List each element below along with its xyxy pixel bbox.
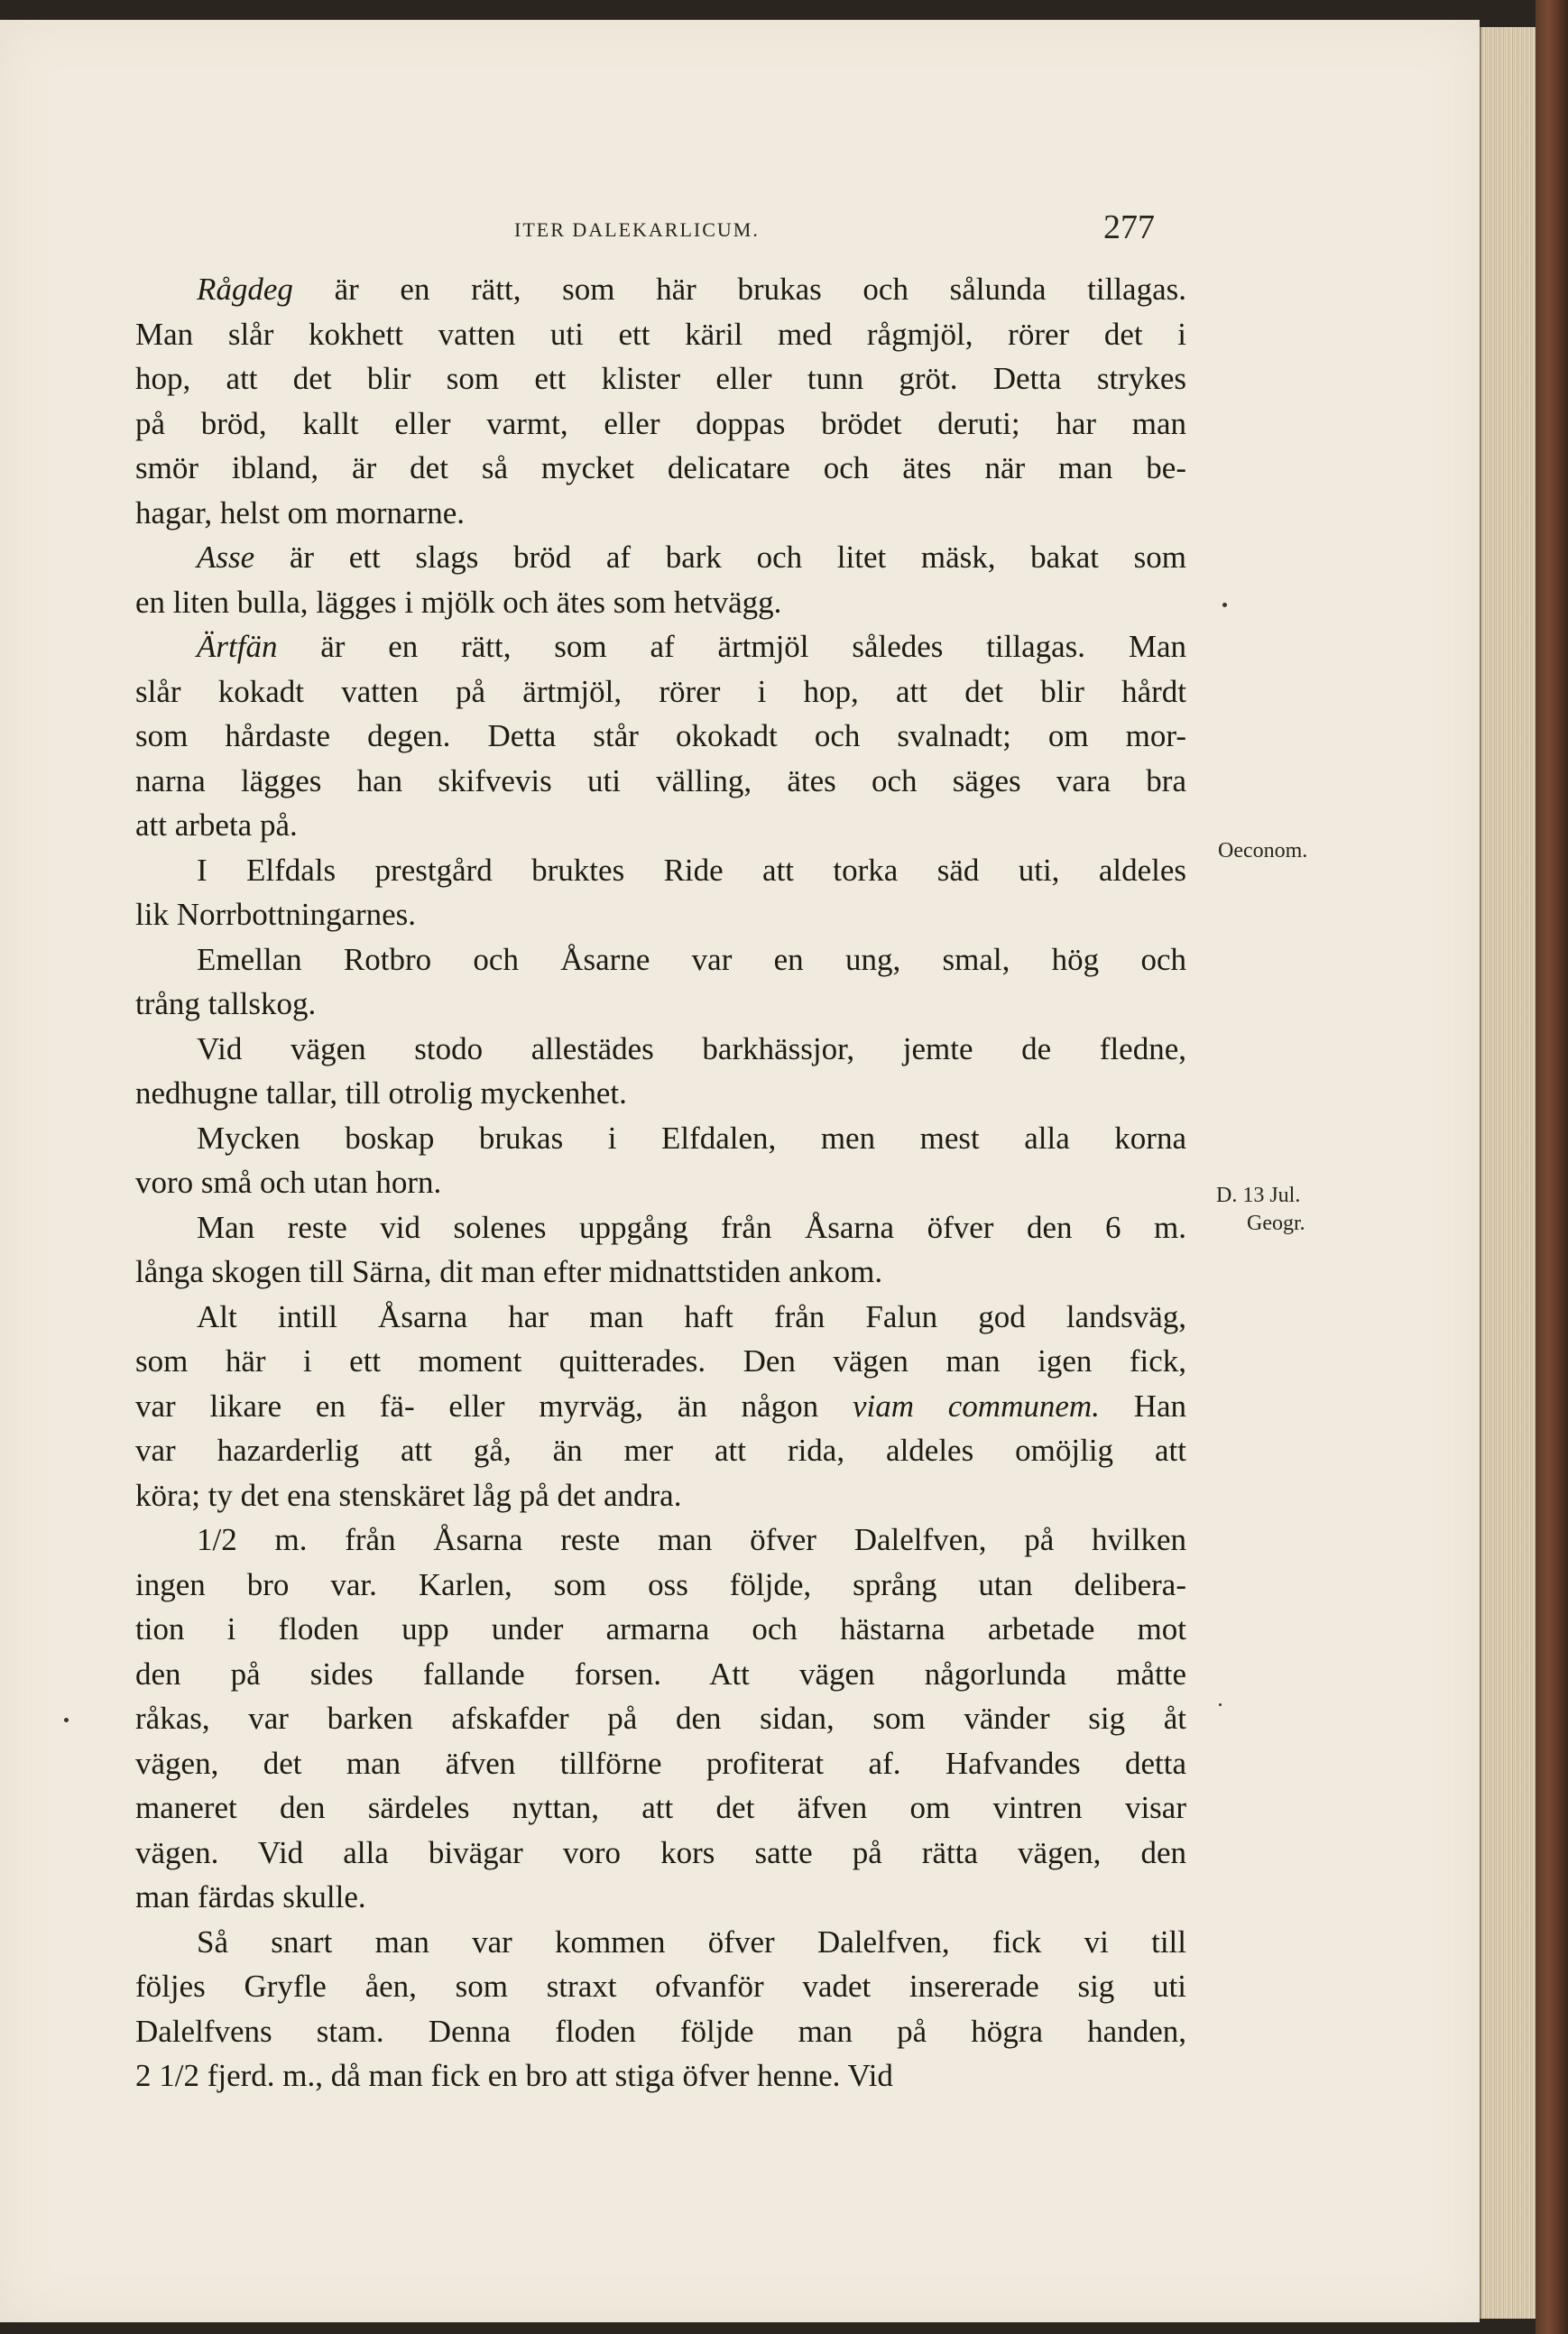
text-line-content: [197, 1295, 1186, 1340]
margin-note-geogr: Geogr.: [1247, 1212, 1305, 1235]
text-line-content: [135, 714, 1186, 759]
text-line-content: [135, 446, 1186, 491]
text-line: [135, 1339, 1186, 1384]
text-line: [135, 1920, 1186, 1965]
text-line-content: [197, 1920, 1186, 1965]
page-edges: [1480, 27, 1537, 2319]
text-line-content: [135, 585, 781, 620]
text-line-content: [135, 356, 1186, 401]
text-run: trång tallskog.: [135, 986, 317, 1021]
text-line-content: [197, 1027, 1186, 1072]
book-cover-edge: [1536, 0, 1568, 2334]
text-run: är en rätt, som af ärtmjöl således tillagas. Man: [277, 629, 1186, 664]
text-line: [135, 1384, 1186, 1429]
text-line-content: [197, 937, 1186, 982]
text-run: 2 1/2 fjerd. m., då man fick en bro att stiga öfver henne. Vid: [135, 2058, 893, 2093]
margin-note-date: D. 13 Jul.: [1216, 1184, 1301, 1207]
text-run: var hazarderlig att gå, än mer att rida, aldeles omöjlig att: [135, 1433, 1186, 1468]
text-line-content: [135, 312, 1186, 357]
text-line-content: [135, 1652, 1186, 1697]
text-run: hop, att det blir som ett klister eller tunn gröt. Detta strykes: [135, 361, 1186, 396]
text-line-content: [197, 1205, 1186, 1250]
text-line-content: [135, 2009, 1186, 2054]
margin-note-oeconom: Oeconom.: [1218, 839, 1308, 863]
text-run: Så snart man var kommen öfver Dalelfven, fick vi till: [197, 1923, 1186, 1960]
text-line: [135, 580, 1186, 625]
text-line: [135, 1785, 1186, 1831]
text-line: [135, 669, 1186, 715]
text-run: narna lägges han skifvevis uti välling, ätes och säges vara bra: [135, 762, 1186, 798]
text-line-content: [135, 669, 1186, 715]
text-line: [135, 1831, 1186, 1876]
text-run: Mycken boskap brukas i Elfdalen, men mest alla korna: [197, 1120, 1186, 1156]
text-line: [135, 937, 1186, 982]
text-line-content: [197, 535, 1186, 580]
text-line-content: [135, 401, 1186, 447]
text-line: [135, 1652, 1186, 1697]
text-run: som här i ett moment quitterades. Den vägen man igen fick,: [135, 1343, 1186, 1379]
text-line-content: [135, 1563, 1186, 1608]
text-line: [135, 2053, 1186, 2099]
text-run: Alt intill Åsarna har man haft från Falun god landsväg,: [197, 1298, 1186, 1334]
text-line: [135, 1160, 1186, 1205]
text-line: [135, 1116, 1186, 1161]
page-number: 277: [1103, 208, 1155, 246]
text-run: tion i floden upp under armarna och hästarna arbetade mot: [135, 1611, 1186, 1647]
text-line: [135, 1027, 1186, 1072]
text-run: voro små och utan horn.: [135, 1165, 442, 1200]
text-run: nedhugne tallar, till otrolig myckenhet.: [135, 1075, 627, 1111]
page-header: [135, 208, 1155, 253]
text-line-content: [135, 495, 465, 530]
text-line-content: [135, 1384, 1186, 1429]
text-line: [135, 1875, 1186, 1920]
text-run: råkas, var barken afskafder på den sidan, som vänder sig åt: [135, 1701, 1186, 1736]
text-line-content: [135, 1428, 1186, 1473]
text-line: [135, 848, 1186, 893]
text-line-content: [135, 986, 316, 1021]
text-line: [135, 624, 1186, 669]
text-line-content: [135, 2058, 893, 2093]
text-line-content: [197, 848, 1186, 893]
text-line: [135, 401, 1186, 447]
italic-term: Asse: [197, 540, 255, 575]
italic-term: Ärtfän: [197, 629, 278, 664]
text-run: hagar, helst om mornarne.: [135, 494, 466, 530]
text-run: man färdas skulle.: [135, 1879, 366, 1914]
text-run: köra; ty det ena stenskäret låg på det andra.: [135, 1477, 682, 1513]
text-line-content: [197, 267, 1186, 312]
text-line: [135, 892, 1186, 937]
text-line-content: [135, 1741, 1186, 1786]
text-run: är en rätt, som här brukas och sålunda tillagas.: [292, 272, 1186, 307]
text-line: [135, 1295, 1186, 1340]
text-run: Man slår kokhett vatten uti ett käril med rågmjöl, rörer det i: [135, 316, 1186, 352]
text-line: [135, 1741, 1186, 1786]
text-line-content: [197, 1116, 1186, 1161]
ink-speck: [1219, 1703, 1222, 1706]
text-line: [135, 1696, 1186, 1741]
italic-term: viam communem.: [852, 1388, 1100, 1424]
text-line: [135, 714, 1186, 759]
text-run: som hårdaste degen. Detta står okokadt och svalnadt; om mor-: [135, 718, 1186, 753]
text-line: [135, 1518, 1186, 1563]
text-run: följes Gryfle åen, som straxt ofvanför vadet insererade sig uti: [135, 1969, 1186, 2004]
text-line-content: [135, 1785, 1186, 1831]
text-run: vägen, det man äfven tillförne profiterat af. Hafvandes detta: [135, 1745, 1186, 1781]
text-line: [135, 356, 1186, 401]
text-line: [135, 2009, 1186, 2054]
text-line-content: [135, 807, 298, 843]
text-line-content: [197, 1518, 1186, 1563]
text-line-content: [135, 1478, 681, 1513]
text-line: [135, 803, 1186, 848]
text-run: vägen. Vid alla bivägar voro kors satte på rätta vägen, den: [135, 1834, 1186, 1870]
text-line: [135, 1964, 1186, 2009]
text-line-content: [135, 1165, 441, 1200]
running-head: ITER DALEKARLICUM.: [514, 218, 760, 241]
text-line: [135, 535, 1186, 580]
italic-term: Rågdeg: [197, 272, 293, 307]
text-line: [135, 1071, 1186, 1116]
text-line-content: [135, 1831, 1186, 1876]
text-run: Emellan Rotbro och Åsarne var en ung, smal, hög och: [197, 941, 1186, 977]
text-line-content: [135, 897, 416, 932]
body-text: [135, 267, 1186, 2099]
text-run: en liten bulla, lägges i mjölk och ätes som hetvägg.: [135, 584, 782, 620]
text-line-content: [135, 1607, 1186, 1652]
text-line-content: [135, 1254, 882, 1289]
text-run: långa skogen till Särna, dit man efter midnattstiden ankom.: [135, 1254, 883, 1289]
text-line: [135, 759, 1186, 804]
text-run: Vid vägen stodo allestädes barkhässjor, jemte de fledne,: [197, 1030, 1186, 1066]
text-line-content: [135, 1879, 366, 1914]
text-line-content: [197, 624, 1186, 669]
ink-speck: [64, 1718, 69, 1722]
text-line-content: [135, 759, 1186, 804]
text-line: [135, 1250, 1186, 1295]
text-run: maneret den särdeles nyttan, att det äfven om vintren visar: [135, 1790, 1186, 1825]
text-line-content: [135, 1696, 1186, 1741]
text-run: I Elfdals prestgård bruktes Ride att torka säd uti, aldeles: [197, 852, 1186, 888]
text-line: [135, 1205, 1186, 1250]
text-line: [135, 1563, 1186, 1608]
text-line-content: [135, 1339, 1186, 1384]
text-line: [135, 267, 1186, 312]
text-line: [135, 1473, 1186, 1518]
text-run: på bröd, kallt eller varmt, eller doppas brödet deruti; har man: [135, 405, 1186, 441]
text-line: [135, 446, 1186, 491]
text-run: Dalelfvens stam. Denna floden följde man på högra handen,: [135, 2013, 1186, 2049]
text-run: 1/2 m. från Åsarna reste man öfver Dalelfven, på hvilken: [197, 1522, 1186, 1557]
text-line: [135, 312, 1186, 357]
text-run: lik Norrbottningarnes.: [135, 897, 417, 932]
text-line: [135, 491, 1186, 536]
text-run: är ett slags bröd af bark och litet mäsk, bakat som: [254, 540, 1186, 575]
text-run: smör ibland, är det så mycket delicatare och ätes när man be-: [135, 450, 1186, 485]
text-run: den på sides fallande forsen. Att vägen någorlunda måtte: [135, 1656, 1186, 1692]
text-run: Han: [1099, 1388, 1187, 1424]
text-line: [135, 982, 1186, 1027]
text-line-content: [135, 1075, 627, 1111]
text-run: att arbeta på.: [135, 807, 298, 843]
text-line: [135, 1607, 1186, 1652]
ink-speck: [1222, 603, 1227, 607]
text-run: var likare en fä- eller myrväg, än någon: [135, 1388, 853, 1424]
text-run: ingen bro var. Karlen, som oss följde, språng utan delibera-: [135, 1566, 1186, 1602]
text-line: [135, 1428, 1186, 1473]
text-line-content: [135, 1964, 1186, 2009]
text-run: Man reste vid solenes uppgång från Åsarna öfver den 6 m.: [197, 1209, 1186, 1245]
text-run: slår kokadt vatten på ärtmjöl, rörer i hop, att det blir hårdt: [135, 673, 1186, 709]
